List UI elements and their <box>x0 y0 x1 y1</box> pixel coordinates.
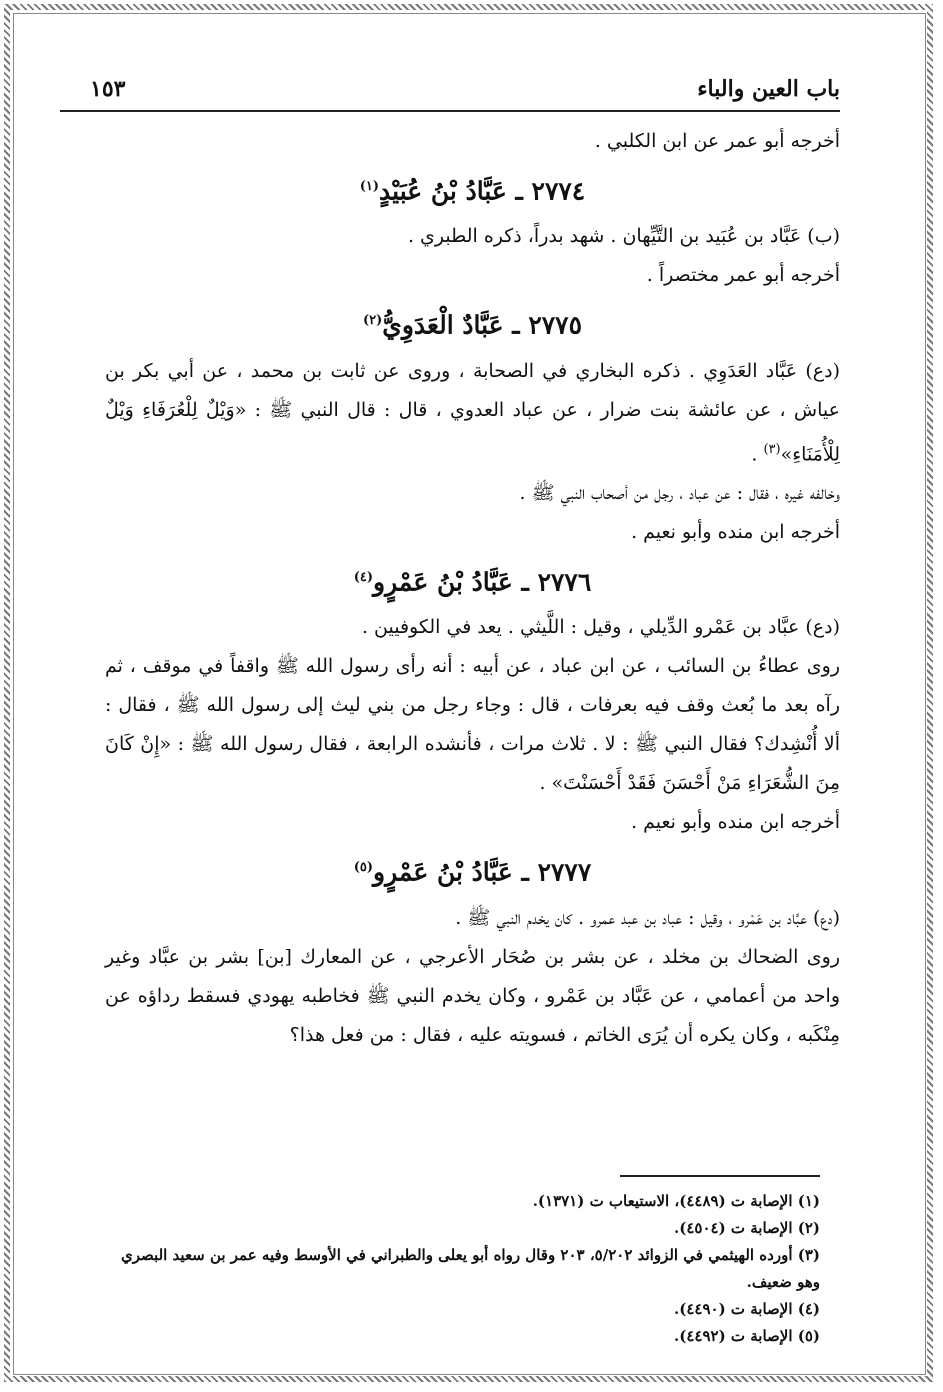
footnote: (٥) الإصابة ت (٤٤٩٢). <box>674 1327 820 1345</box>
footnote: (٣) أورده الهيثمي في الزوائد ٥/٢٠٢، ٢٠٣ وقال رواه أبو يعلى والطبراني في الأوسط وفيه عمر بن سعيد البصري وهو ضعيف. <box>121 1246 820 1291</box>
footnote-ref: (٤) <box>353 569 373 585</box>
footnote: (١) الإصابة ت (٤٤٨٩)، الاستيعاب ت (١٣٧١). <box>532 1192 820 1210</box>
entry-heading-text: ٢٧٧٧ ـ عَبَّادُ بْنُ عَمْرٍو <box>373 857 592 887</box>
paragraph: (دع) عبَّاد بن عَمْرو الدِّيلي ، وقيل : اللَّيثي . يعد في الكوفيين . <box>361 616 840 639</box>
entry-heading-text: ٢٧٧٥ ـ عَبَّادٌ الْعَدَوِيُّ <box>382 310 583 340</box>
entry-heading-text: ٢٧٧٦ ـ عَبَّادُ بْنُ عَمْرٍو <box>373 567 592 597</box>
paragraph: روى الضحاك بن مخلد ، عن بشر بن صُحَار الأعرجي ، عن المعارك [بن] بشر بن عبَّاد وغير واحد من أعمامي ، عن عَبَّاد بن عَمْرو ، وكان يخدم النبي ﷺ فخاطبه يهودي فسقط رداؤه عن مِنْكَبه ، وكان يكره أن يُرَى الخاتم ، فسويته عليه ، فقال : من فعل هذا؟ <box>105 945 840 1046</box>
footnote-ref: (٢) <box>362 313 383 329</box>
entry-heading-text: ٢٧٧٤ ـ عَبَّادُ بْنُ عُبَيْدٍ <box>379 176 586 206</box>
paragraph: (ب) عَبَّاد بن عُبَيد بن التَّيِّهان . شهد بدراً، ذكره الطبري . <box>407 225 840 248</box>
footnote: (٤) الإصابة ت (٤٤٩٠). <box>674 1300 820 1318</box>
footnotes <box>105 1188 820 1350</box>
paragraph-end: . <box>751 442 764 465</box>
footnote: (٢) الإصابة ت (٤٥٠٤). <box>674 1219 820 1237</box>
paragraph: أخرجه ابن منده وأبو نعيم . <box>631 811 840 834</box>
paragraph: وخالفه غيره ، فقال : عن عباد ، رجل من أصحاب النبي ﷺ . <box>519 481 840 504</box>
footnote-ref: (١) <box>359 179 380 194</box>
footnote-ref: (٣) <box>763 441 781 457</box>
paragraph: (دع) عبَّاد بن عَمْرو ، وقيل : عباد بن عبد عمرو . كان يخدم النبي ﷺ . <box>455 906 840 929</box>
footnote-separator <box>620 1175 820 1177</box>
entry-heading <box>105 299 840 347</box>
entry-heading <box>105 556 840 604</box>
entry-heading <box>105 846 840 894</box>
paragraph: روى عطاءُ بن السائب ، عن ابن عباد ، عن أبيه : أنه رأى رسول الله ﷺ واقفاً في موقف ، ثم رآه بعد ما بُعث وقف فيه بعرفات ، قال : وجاء رجل من بني ليث إلى رسول الله ﷺ ، فقال : ألا أُنْشِدك؟ فقال النبي ﷺ : لا . ثلاث مرات ، فأنشده الرابعة ، فقال رسول الله ﷺ : «إِنْ كَانَ مِنَ الشُّعَرَاءِ مَنْ أَحْسَنَ فَقَدْ أَحْسَنْتَ» . <box>105 655 840 795</box>
paragraph: أخرجه أبو عمر مختصراً . <box>646 264 840 287</box>
running-header <box>60 70 840 112</box>
chapter-title: باب العين والباء <box>697 76 840 102</box>
entry-heading <box>105 165 840 213</box>
book-page <box>60 60 840 1350</box>
footnote-ref: (٥) <box>353 860 373 876</box>
page-number: ١٥٣ <box>90 76 126 102</box>
paragraph: أخرجه ابن منده وأبو نعيم . <box>631 520 840 543</box>
paragraph <box>105 352 840 474</box>
paragraph: أخرجه أبو عمر عن ابن الكلبي . <box>594 130 840 152</box>
paragraph-text: (دع) عَبَّاد العَدَوِي . ذكره البخاري في الصحابة ، وروى عن ثابت بن محمد ، عن أبي بكر بن عياش ، عن عائشة بنت ضرار ، عن عباد العدوي ، قال : قال النبي ﷺ : «وَيْلٌ لِلْعُرَفَاءِ وَيْلٌ لِلْأُمَنَاءِ» <box>105 359 840 465</box>
main-text <box>105 122 840 1055</box>
